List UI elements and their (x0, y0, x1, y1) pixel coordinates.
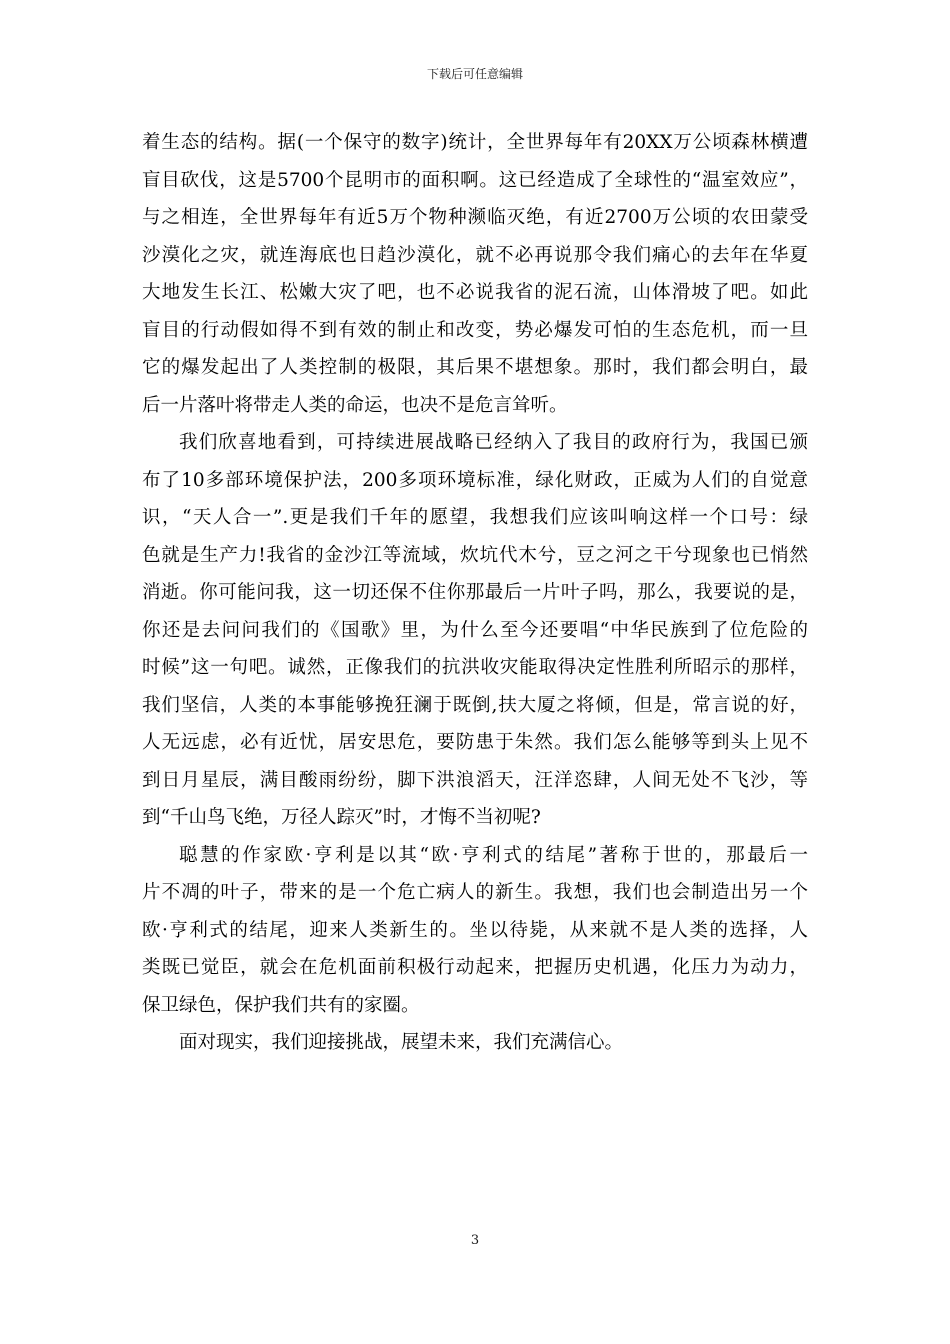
text-line: 聪慧的作家欧·亨利是以其“欧·亨利式的结尾”著称于世的，那最后一 (179, 844, 808, 866)
text-line: 保卫绿色，保护我们共有的家圈。 (142, 994, 420, 1016)
text-line: 大地发生长江、松嫩大灾了吧，也不必说我省的泥石流，山体滑坡了吧。如此 (142, 282, 808, 303)
document-body (142, 128, 808, 1066)
text-line: 到“千山鸟飞绝，万径人踪灭”时，才悔不当初呢? (142, 807, 541, 828)
text-line: 色就是生产力!我省的金沙江等流域，炊坑代木兮，豆之河之干兮现象也已悄然 (142, 544, 808, 566)
paragraph-1 (142, 128, 808, 428)
paragraph-3 (142, 841, 808, 1029)
text-line: 它的爆发起出了人类控制的极限，其后果不堪想象。那时，我们都会明白，最 (142, 357, 808, 378)
text-line: 盲目砍伐，这是5700个昆明市的面积啊。这已经造成了全球性的“温室效应”， (142, 169, 808, 191)
text-line: 沙漠化之灾，就连海底也日趋沙漠化，就不必再说那令我们痛心的去年在华夏 (142, 244, 808, 266)
text-line: 时候”这一句吧。诚然，正像我们的抗洪收灾能取得决定性胜利所昭示的那样， (142, 657, 808, 678)
paragraph-2 (142, 428, 808, 841)
text-line: 后一片落叶将带走人类的命运，也决不是危言耸听。 (142, 394, 568, 416)
text-line: 识，“天人合一”.更是我们千年的愿望，我想我们应该叫响这样一个口号：绿 (142, 507, 808, 528)
text-line: 我们欣喜地看到，可持续进展战略已经纳入了我目的政府行为，我国已颁 (179, 432, 808, 453)
page-number: 3 (470, 1233, 480, 1248)
text-line: 我们坚信，人类的本事能够挽狂澜于既倒,扶大厦之将倾，但是，常言说的好， (142, 694, 808, 716)
text-line: 你还是去问问我们的《国歌》里，为什么至今还要唱“中华民族到了位危险的 (142, 619, 808, 641)
text-line: 片不凋的叶子，带来的是一个危亡病人的新生。我想，我们也会制造出另一个 (142, 882, 808, 903)
text-line: 消逝。你可能问我，这一切还保不住你那最后一片叶子吗，那么，我要说的是， (142, 582, 808, 603)
text-line: 到日月星辰，满目酸雨纷纷，脚下洪浪滔天，汪洋恣肆，人间无处不飞沙，等 (142, 769, 808, 791)
page-header: 下载后可任意编辑 (426, 67, 523, 81)
text-line: 与之相连，全世界每年有近5万个物种濒临灭绝，有近2700万公顷的农田蒙受 (142, 207, 808, 228)
text-line: 着生态的结构。据(一个保守的数字)统计，全世界每年有20XX万公顷森林横遭 (142, 132, 808, 153)
text-line: 布了10多部环境保护法，200多项环境标准，绿化财政，正威为人们的自觉意 (142, 469, 808, 491)
text-line: 盲目的行动假如得不到有效的制止和改变，势必爆发可怕的生态危机，而一旦 (142, 319, 808, 341)
text-line: 面对现实，我们迎接挑战，展望未来，我们充满信心。 (179, 1032, 624, 1053)
paragraph-4 (142, 1028, 808, 1066)
text-line: 人无远虑，必有近忧，居安思危，要防患于朱然。我们怎么能够等到头上见不 (142, 732, 808, 753)
text-line: 欧·亨利式的结尾，迎来人类新生的。坐以待毙，从来就不是人类的选择，人 (142, 919, 808, 941)
text-line: 类既已觉臣，就会在危机面前积极行动起来，把握历史机遇，化压力为动力， (142, 957, 808, 978)
